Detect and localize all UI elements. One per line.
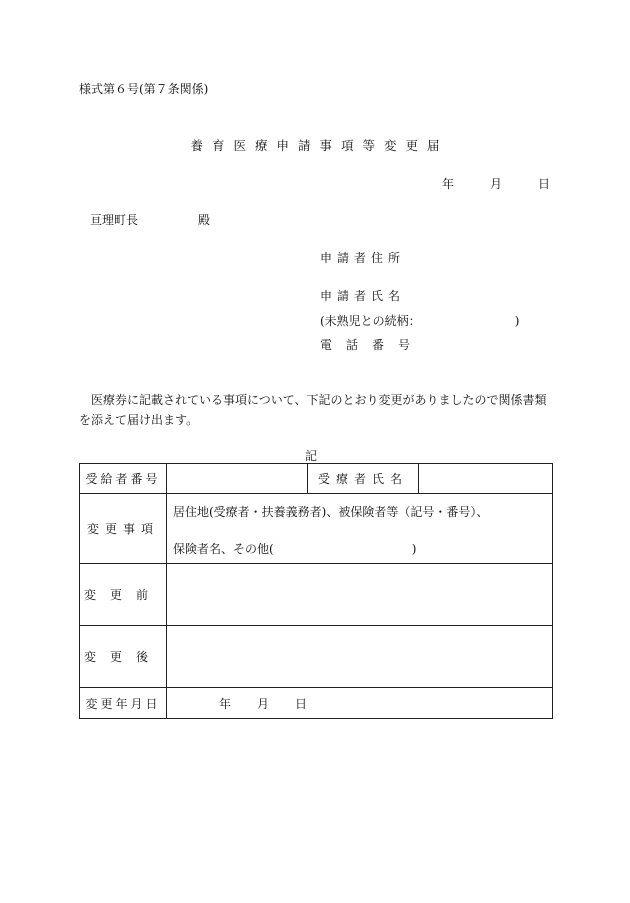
change-date-label: 変更年月日 xyxy=(80,688,167,719)
record-table xyxy=(79,463,553,719)
change-date-month: 月 xyxy=(257,696,270,711)
change-date-day: 日 xyxy=(295,696,308,711)
change-item-line2 xyxy=(173,540,552,557)
addressee-name: 亘理町長 xyxy=(90,213,139,227)
table-row xyxy=(80,464,553,494)
change-item-line1: 居住地(受療者・扶養義務者)、被保険者等（記号・番号）、 xyxy=(173,504,489,519)
table-row xyxy=(80,564,553,626)
addressee-honorific: 殿 xyxy=(198,213,211,227)
form-number: 様式第６号(第７条関係) xyxy=(79,82,209,96)
applicant-address-label: 申請者住所 xyxy=(320,251,406,265)
applicant-phone-label: 電話番号 xyxy=(320,338,425,352)
relation-label: (未熟児との続柄： xyxy=(320,314,415,328)
ki-heading: 記 xyxy=(305,449,318,463)
before-field[interactable] xyxy=(167,564,553,626)
before-label: 変更前 xyxy=(80,564,167,626)
change-item-other: 保険者名、その他( xyxy=(173,541,274,556)
change-date-field[interactable] xyxy=(167,688,553,719)
addressee xyxy=(90,211,210,228)
change-item-other-close: ) xyxy=(411,541,417,556)
page-title: 養育医療申請事項等変更届 xyxy=(190,138,449,153)
patient-name-label: 受療者氏名 xyxy=(308,464,419,494)
recipient-number-label: 受給者番号 xyxy=(80,464,167,494)
date-month: 月 xyxy=(489,177,502,191)
submission-date xyxy=(442,175,550,192)
after-field[interactable] xyxy=(167,626,553,688)
date-year: 年 xyxy=(441,177,454,191)
applicant-name-label: 申請者氏名 xyxy=(320,289,406,303)
patient-name-field[interactable] xyxy=(419,464,553,494)
change-item-field[interactable] xyxy=(167,494,553,564)
applicant-relation xyxy=(320,312,519,329)
date-day: 日 xyxy=(537,177,550,191)
change-item-label: 変更事項 xyxy=(80,494,167,564)
recipient-number-field[interactable] xyxy=(167,464,308,494)
table-row xyxy=(80,688,553,719)
relation-close: ) xyxy=(514,314,520,328)
table-row xyxy=(80,626,553,688)
after-label: 変更後 xyxy=(80,626,167,688)
table-row xyxy=(80,494,553,564)
body-text: 医療券に記載されている事項について、下記のとおり変更がありましたので関係書類を添えて届け出ます。 xyxy=(79,393,547,427)
change-date-year: 年 xyxy=(219,696,232,711)
